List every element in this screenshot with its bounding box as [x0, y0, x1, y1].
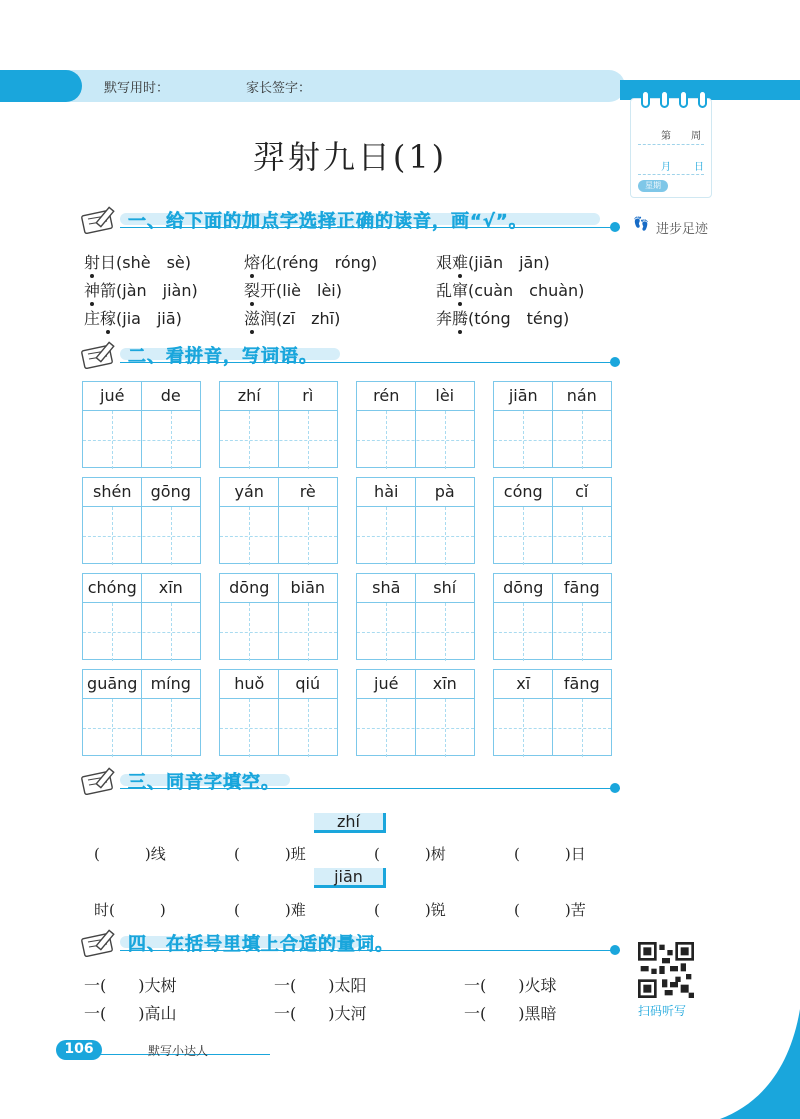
writing-box[interactable]: [493, 573, 612, 660]
pinyin-syllable: xīn: [158, 578, 183, 597]
grid-guide-line: [494, 632, 611, 633]
pinyin-syllable: nán: [566, 386, 597, 405]
grid-guide-line: [415, 670, 416, 755]
pinyin-syllable: rè: [299, 482, 316, 501]
grid-guide-line: [494, 440, 611, 441]
pinyin-syllable: hài: [374, 482, 399, 501]
reading-choice[interactable]: [244, 278, 342, 301]
book-title: 默写小达人: [148, 1044, 209, 1058]
ring-icon: [698, 90, 707, 108]
grid-guide-line: [141, 574, 142, 659]
grid-guide-line: [357, 728, 474, 729]
section4-header: [80, 928, 620, 958]
pinyin-options: (jia jiā): [116, 309, 182, 328]
pinyin-syllable: yán: [234, 482, 264, 501]
pinyin-syllable: gōng: [150, 482, 191, 501]
calendar-week-prefix: 第: [661, 131, 671, 142]
section2-header: [80, 340, 620, 370]
dotted-char: 难: [452, 253, 469, 272]
pinyin-tag-jian: jiān: [314, 868, 386, 888]
section3-header: [80, 766, 620, 796]
pinyin-syllable: de: [160, 386, 181, 405]
pinyin-syllable: zhí: [237, 386, 261, 405]
measure-word-blank[interactable]: 一( )大树: [84, 976, 177, 995]
pencil-paper-icon: [80, 928, 124, 958]
pinyin-options: 日(shè sè): [100, 253, 192, 272]
measure-word-blank[interactable]: 一( )火球: [464, 976, 557, 995]
section-dot: [610, 945, 620, 955]
measure-word-blank[interactable]: 一( )大河: [274, 1004, 367, 1023]
grid-guide-line: [83, 536, 200, 537]
grid-guide-line: [83, 632, 200, 633]
pinyin-syllable: shā: [372, 578, 401, 597]
pinyin-syllable: biān: [290, 578, 326, 597]
pinyin-syllable: jué: [374, 674, 399, 693]
writing-box[interactable]: [493, 477, 612, 564]
pinyin-syllable: dōng: [503, 578, 544, 597]
fill-blank[interactable]: ( )树: [374, 845, 446, 863]
calendar-day: 日: [694, 162, 704, 173]
grid-guide-line: [83, 728, 200, 729]
grid-guide-line: [494, 728, 611, 729]
fill-blank[interactable]: ( )锐: [374, 901, 446, 919]
reading-choice[interactable]: [436, 278, 584, 301]
grid-guide-line: [357, 536, 474, 537]
grid-guide-line: [494, 536, 611, 537]
pinyin-options: (cuàn chuàn): [468, 281, 585, 300]
ring-icon: [660, 90, 669, 108]
pinyin-syllable: chóng: [87, 578, 137, 597]
grid-guide-line: [220, 728, 337, 729]
corner-decoration: [720, 1009, 800, 1119]
pinyin-syllable: cǐ: [575, 482, 589, 501]
page-title: 羿射九日(1): [252, 138, 448, 176]
pinyin-options: (tóng téng): [468, 309, 570, 328]
pinyin-syllable: xīn: [432, 674, 457, 693]
measure-word-blank[interactable]: 一( )黑暗: [464, 1004, 557, 1023]
dotted-char: 裂: [244, 281, 261, 300]
calendar-week-suffix: 周: [691, 131, 701, 142]
writing-box[interactable]: [219, 381, 338, 468]
pinyin-syllable: jiān: [508, 386, 538, 405]
pinyin-options: 箭(jàn jiàn): [100, 281, 198, 300]
sign-label: 家长签字：: [246, 81, 312, 96]
grid-guide-line: [552, 574, 553, 659]
grid-guide-line: [415, 382, 416, 467]
writing-box[interactable]: [82, 381, 201, 468]
grid-guide-line: [278, 382, 279, 467]
pinyin-syllable: rén: [373, 386, 400, 405]
pinyin-syllable: cóng: [503, 482, 543, 501]
section2-title: 二、看拼音，写词语。: [128, 346, 318, 367]
pinyin-syllable: qiú: [295, 674, 321, 693]
qr-code-icon[interactable]: [638, 942, 694, 998]
pinyin-syllable: shén: [93, 482, 132, 501]
fill-blank[interactable]: ( )线: [94, 845, 166, 863]
grid-guide-line: [415, 478, 416, 563]
pinyin-tag-zhi: zhí: [314, 813, 386, 833]
writing-box[interactable]: [82, 669, 201, 756]
section-dot: [610, 357, 620, 367]
pinyin-syllable: guāng: [87, 674, 138, 693]
grid-guide-line: [278, 670, 279, 755]
header-bar: [0, 70, 625, 102]
dotted-char: 滋: [244, 309, 261, 328]
pinyin-syllable: rì: [302, 386, 314, 405]
reading-choice[interactable]: [436, 250, 550, 273]
writing-box[interactable]: [493, 669, 612, 756]
pinyin-syllable: fāng: [563, 578, 600, 597]
measure-word-blank[interactable]: 一( )太阳: [274, 976, 367, 995]
reading-choice[interactable]: [244, 306, 340, 329]
ring-icon: [641, 90, 650, 108]
section3-title: 三、同音字填空。: [128, 772, 280, 793]
writing-box[interactable]: [356, 381, 475, 468]
plain-char: 艰: [436, 253, 453, 272]
time-label: 默写用时：: [104, 81, 170, 96]
pinyin-options: 化(réng róng): [260, 253, 378, 272]
pinyin-syllable: míng: [150, 674, 191, 693]
pinyin-syllable: lèi: [435, 386, 455, 405]
grid-guide-line: [552, 478, 553, 563]
dotted-char: 稼: [100, 309, 117, 328]
reading-choice[interactable]: [84, 278, 198, 301]
plain-char: 庄: [84, 309, 101, 328]
grid-guide-line: [357, 632, 474, 633]
pencil-paper-icon: [80, 766, 124, 796]
grid-guide-line: [220, 632, 337, 633]
writing-box[interactable]: [356, 573, 475, 660]
fill-blank[interactable]: ( )日: [514, 845, 586, 863]
writing-box[interactable]: [493, 381, 612, 468]
section1-header: [80, 205, 620, 235]
grid-guide-line: [278, 478, 279, 563]
grid-guide-line: [552, 670, 553, 755]
calendar-weekday: 星期: [638, 180, 668, 192]
dotted-char: 射: [84, 253, 101, 272]
pinyin-options: (jiān jān): [468, 253, 550, 272]
writing-box[interactable]: [356, 669, 475, 756]
calendar-month: 月: [661, 162, 671, 173]
writing-box[interactable]: [219, 669, 338, 756]
pinyin-syllable: huǒ: [234, 674, 265, 693]
grid-guide-line: [415, 574, 416, 659]
pinyin-syllable: xī: [516, 674, 531, 693]
progress-label: 进步足迹: [656, 222, 709, 237]
grid-guide-line: [141, 382, 142, 467]
grid-guide-line: [220, 440, 337, 441]
dotted-char: 熔: [244, 253, 261, 272]
measure-word-blank[interactable]: 一( )高山: [84, 1004, 177, 1023]
writing-box[interactable]: [219, 477, 338, 564]
reading-choice[interactable]: [244, 250, 377, 273]
fill-blank[interactable]: 时( ): [94, 901, 166, 919]
grid-guide-line: [141, 478, 142, 563]
reading-choice[interactable]: [436, 306, 569, 329]
section-dot: [610, 222, 620, 232]
section1-title: 一、给下面的加点字选择正确的读音，画“√”。: [128, 211, 528, 232]
fill-blank[interactable]: ( )难: [234, 901, 306, 919]
pinyin-syllable: dōng: [229, 578, 270, 597]
reading-choice[interactable]: [84, 250, 191, 273]
writing-box[interactable]: [356, 477, 475, 564]
grid-guide-line: [83, 440, 200, 441]
grid-guide-line: [357, 440, 474, 441]
dotted-char: 腾: [452, 309, 469, 328]
writing-box[interactable]: [219, 573, 338, 660]
dotted-char: 窜: [452, 281, 469, 300]
pinyin-options: 润(zī zhī): [260, 309, 341, 328]
grid-guide-line: [220, 536, 337, 537]
qr-label: 扫码听写: [638, 1004, 687, 1018]
fill-blank[interactable]: ( )苦: [514, 901, 586, 919]
fill-blank[interactable]: ( )班: [234, 845, 306, 863]
pinyin-syllable: jué: [100, 386, 125, 405]
writing-box[interactable]: [82, 477, 201, 564]
plain-char: 乱: [436, 281, 453, 300]
ring-icon: [679, 90, 688, 108]
footprint-icon: 👣: [633, 217, 650, 232]
grid-guide-line: [141, 670, 142, 755]
pinyin-syllable: shí: [433, 578, 457, 597]
pinyin-options: 开(liè lèi): [260, 281, 342, 300]
grid-guide-line: [552, 382, 553, 467]
pencil-paper-icon: [80, 205, 124, 235]
writing-box[interactable]: [82, 573, 201, 660]
dotted-char: 神: [84, 281, 101, 300]
reading-choice[interactable]: [84, 306, 182, 329]
pinyin-syllable: fāng: [563, 674, 600, 693]
pinyin-syllable: pà: [434, 482, 455, 501]
page-number: 106: [64, 1041, 94, 1057]
grid-guide-line: [278, 574, 279, 659]
section4-title: 四、在括号里填上合适的量词。: [128, 934, 394, 955]
pencil-paper-icon: [80, 340, 124, 370]
header-accent: [0, 70, 82, 102]
section-dot: [610, 783, 620, 793]
plain-char: 奔: [436, 309, 453, 328]
